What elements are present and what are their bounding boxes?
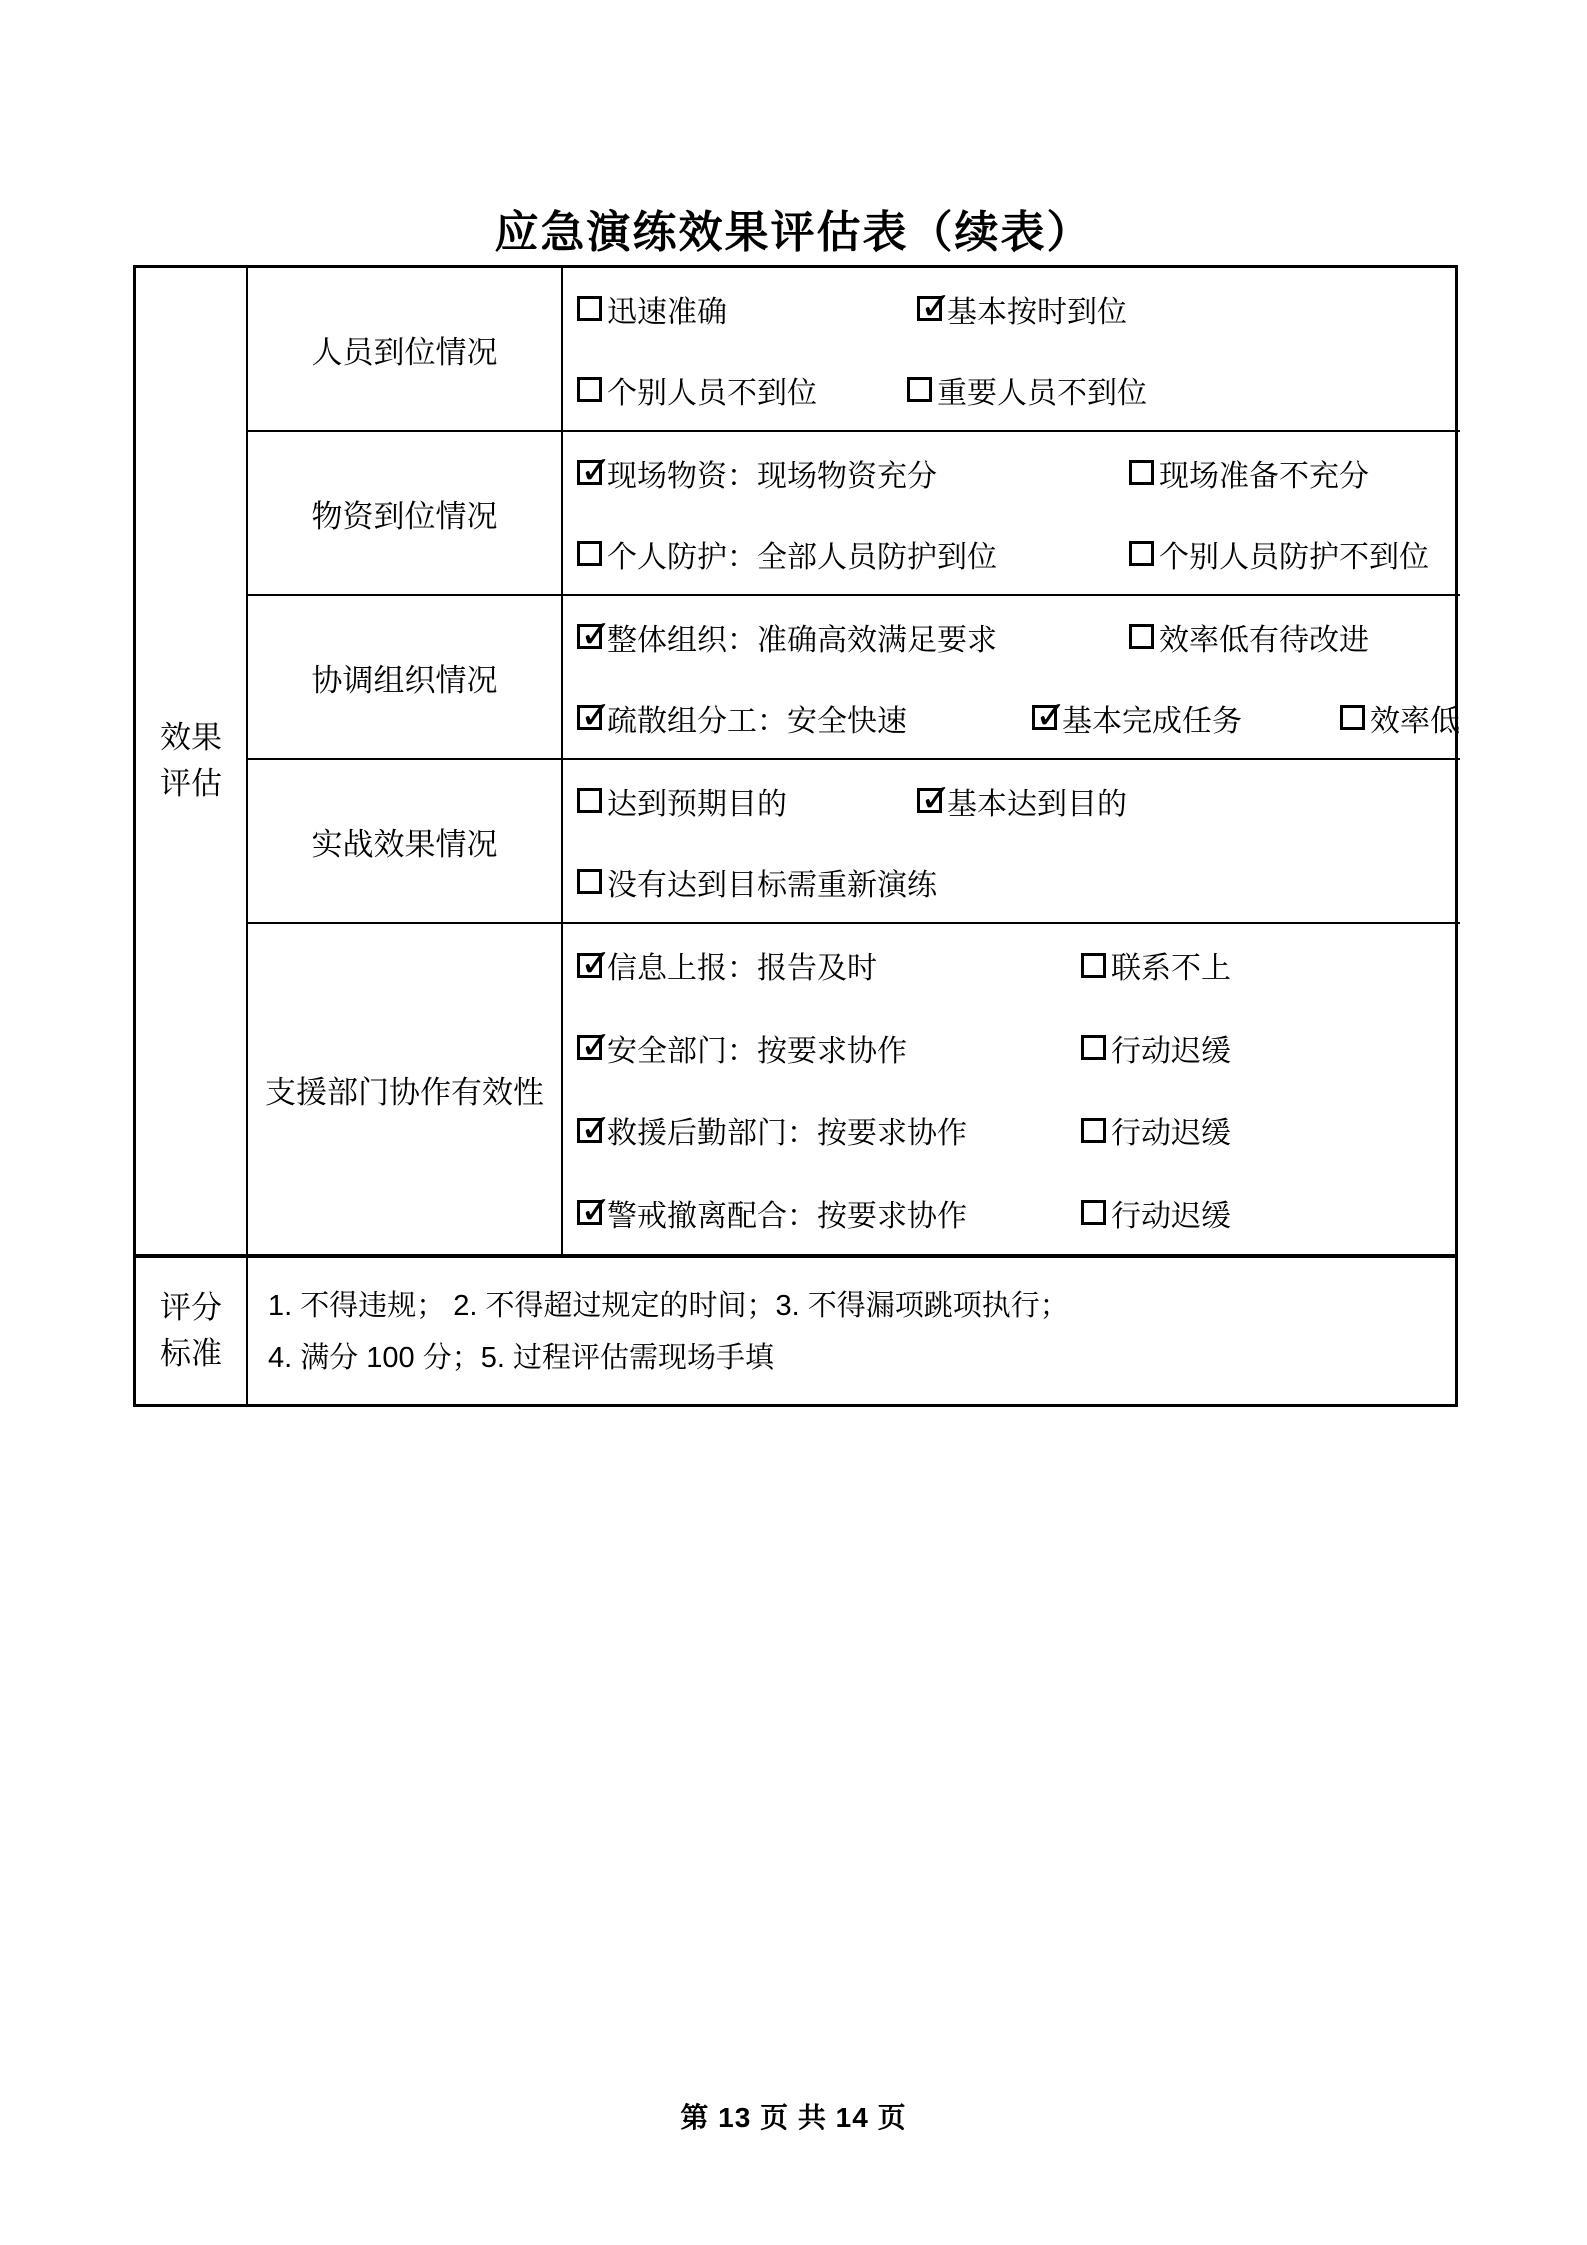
checkbox-icon[interactable] — [577, 942, 612, 985]
row-label: 人员到位情况 — [248, 268, 563, 430]
option-label: 行动迟缓 — [1111, 1117, 1231, 1151]
checkbox-icon[interactable] — [917, 778, 952, 820]
option-line — [577, 368, 1460, 412]
option-label: 基本按时到位 — [947, 295, 1127, 329]
checkbox-icon[interactable] — [917, 286, 952, 328]
option-line — [577, 287, 1460, 331]
option-label: 警戒撤离配合：按要求协作 — [607, 1199, 967, 1233]
option — [1081, 943, 1231, 987]
row-label: 协调组织情况 — [248, 596, 563, 758]
checkbox-icon[interactable] — [577, 1025, 612, 1068]
option — [577, 943, 1081, 987]
checkbox-icon[interactable] — [1081, 1118, 1106, 1143]
option-line — [577, 943, 1460, 987]
option-label: 现场准备不充分 — [1159, 459, 1369, 493]
check-mark-icon: ✓ — [580, 1107, 612, 1150]
evaluation-rows — [248, 268, 1460, 1254]
checkbox-icon[interactable] — [1340, 705, 1365, 730]
option — [577, 696, 1032, 740]
checkbox-icon[interactable] — [577, 1107, 612, 1150]
option-label: 信息上报：报告及时 — [607, 952, 877, 986]
option — [1340, 696, 1460, 740]
section-label-line: 效果 — [160, 720, 222, 755]
checkbox-icon[interactable] — [1129, 624, 1154, 649]
option-line — [577, 860, 1460, 904]
option-line — [577, 779, 1460, 823]
option-label: 基本完成任务 — [1062, 704, 1242, 738]
option-label: 迅速准确 — [607, 295, 727, 329]
option-line — [577, 1108, 1460, 1152]
checkbox-icon[interactable] — [577, 788, 602, 813]
option-label: 现场物资：现场物资充分 — [607, 459, 937, 493]
scoring-criteria-row — [136, 1254, 1455, 1404]
table-row-support-depts — [248, 924, 1460, 1254]
option-line — [577, 615, 1460, 659]
checkbox-icon[interactable] — [1129, 460, 1154, 485]
option-label: 整体组织：准确高效满足要求 — [607, 623, 997, 657]
row-options — [563, 268, 1460, 430]
option-label: 达到预期目的 — [607, 787, 787, 821]
check-mark-icon: ✓ — [920, 286, 952, 328]
score-label — [136, 1258, 248, 1404]
option — [577, 451, 1129, 495]
checkbox-icon[interactable] — [1081, 953, 1106, 978]
evaluation-table — [133, 265, 1458, 1407]
row-label: 实战效果情况 — [248, 760, 563, 922]
row-options — [563, 432, 1460, 594]
option — [577, 1108, 1081, 1152]
option — [577, 287, 917, 331]
option — [577, 779, 917, 823]
option — [577, 1026, 1081, 1070]
checkbox-icon[interactable] — [577, 541, 602, 566]
check-mark-icon: ✓ — [580, 1190, 612, 1233]
checkbox-icon[interactable] — [577, 450, 612, 492]
option-line — [577, 532, 1460, 576]
option-label: 基本达到目的 — [947, 787, 1127, 821]
check-mark-icon: ✓ — [580, 614, 612, 656]
check-mark-icon: ✓ — [580, 695, 612, 737]
option-label: 行动迟缓 — [1111, 1199, 1231, 1233]
table-row-coordination — [248, 596, 1460, 760]
score-label-line: 标准 — [160, 1336, 222, 1371]
check-mark-icon: ✓ — [580, 450, 612, 492]
option — [577, 532, 1129, 576]
option — [577, 615, 1129, 659]
option-label: 个别人员不到位 — [607, 376, 817, 410]
check-mark-icon: ✓ — [580, 942, 612, 985]
page-title: 应急演练效果评估表（续表） — [494, 208, 1093, 257]
option — [1032, 696, 1340, 740]
checkbox-icon[interactable] — [577, 296, 602, 321]
checkbox-icon[interactable] — [577, 614, 612, 656]
option — [577, 1191, 1081, 1235]
checkbox-icon[interactable] — [1081, 1200, 1106, 1225]
checkbox-icon[interactable] — [1081, 1035, 1106, 1060]
option-label: 个别人员防护不到位 — [1159, 540, 1429, 574]
score-line: 1. 不得违规； 2. 不得超过规定的时间；3. 不得漏项跳项执行； — [268, 1290, 1069, 1322]
option-line — [577, 451, 1460, 495]
row-label: 支援部门协作有效性 — [248, 924, 563, 1254]
option-label: 个人防护：全部人员防护到位 — [607, 540, 997, 574]
section-label — [136, 268, 248, 1254]
score-label-line: 评分 — [160, 1290, 222, 1325]
option — [577, 860, 937, 904]
checkbox-icon[interactable] — [577, 1190, 612, 1233]
option-label: 没有达到目标需重新演练 — [607, 868, 937, 902]
option — [917, 779, 1127, 823]
row-options — [563, 760, 1460, 922]
option — [577, 368, 907, 412]
option — [907, 368, 1147, 412]
checkbox-icon[interactable] — [577, 869, 602, 894]
row-options — [563, 596, 1460, 758]
option — [1081, 1108, 1231, 1152]
option — [1129, 451, 1369, 495]
checkbox-icon[interactable] — [577, 377, 602, 402]
option-line — [577, 696, 1460, 740]
option-label: 救援后勤部门：按要求协作 — [607, 1117, 967, 1151]
checkbox-icon[interactable] — [1129, 541, 1154, 566]
checkbox-icon[interactable] — [577, 695, 612, 737]
score-line: 4. 满分 100 分；5. 过程评估需现场手填 — [268, 1342, 774, 1374]
score-content — [248, 1258, 1455, 1404]
table-row-combat-effect — [248, 760, 1460, 924]
table-row-personnel — [248, 268, 1460, 432]
section-label-line: 评估 — [160, 766, 222, 801]
page-number: 第 13 页 共 14 页 — [680, 2102, 907, 2133]
option-line — [577, 1191, 1460, 1235]
option — [1129, 532, 1429, 576]
table-row-supplies — [248, 432, 1460, 596]
option-label: 效率低 — [1370, 704, 1460, 738]
checkbox-icon[interactable] — [1032, 695, 1067, 737]
option — [1129, 615, 1369, 659]
option-label: 疏散组分工：安全快速 — [607, 704, 907, 738]
option-label: 联系不上 — [1111, 952, 1231, 986]
option — [917, 287, 1127, 331]
check-mark-icon: ✓ — [1035, 695, 1067, 737]
option-label: 安全部门：按要求协作 — [607, 1034, 907, 1068]
row-label: 物资到位情况 — [248, 432, 563, 594]
option-label: 重要人员不到位 — [937, 376, 1147, 410]
check-mark-icon: ✓ — [580, 1025, 612, 1068]
check-mark-icon: ✓ — [920, 778, 952, 820]
option-label: 行动迟缓 — [1111, 1034, 1231, 1068]
checkbox-icon[interactable] — [907, 377, 932, 402]
option-line — [577, 1026, 1460, 1070]
row-options — [563, 924, 1460, 1254]
option-label: 效率低有待改进 — [1159, 623, 1369, 657]
effect-evaluation-section — [136, 268, 1460, 1254]
option — [1081, 1191, 1231, 1235]
option — [1081, 1026, 1231, 1070]
